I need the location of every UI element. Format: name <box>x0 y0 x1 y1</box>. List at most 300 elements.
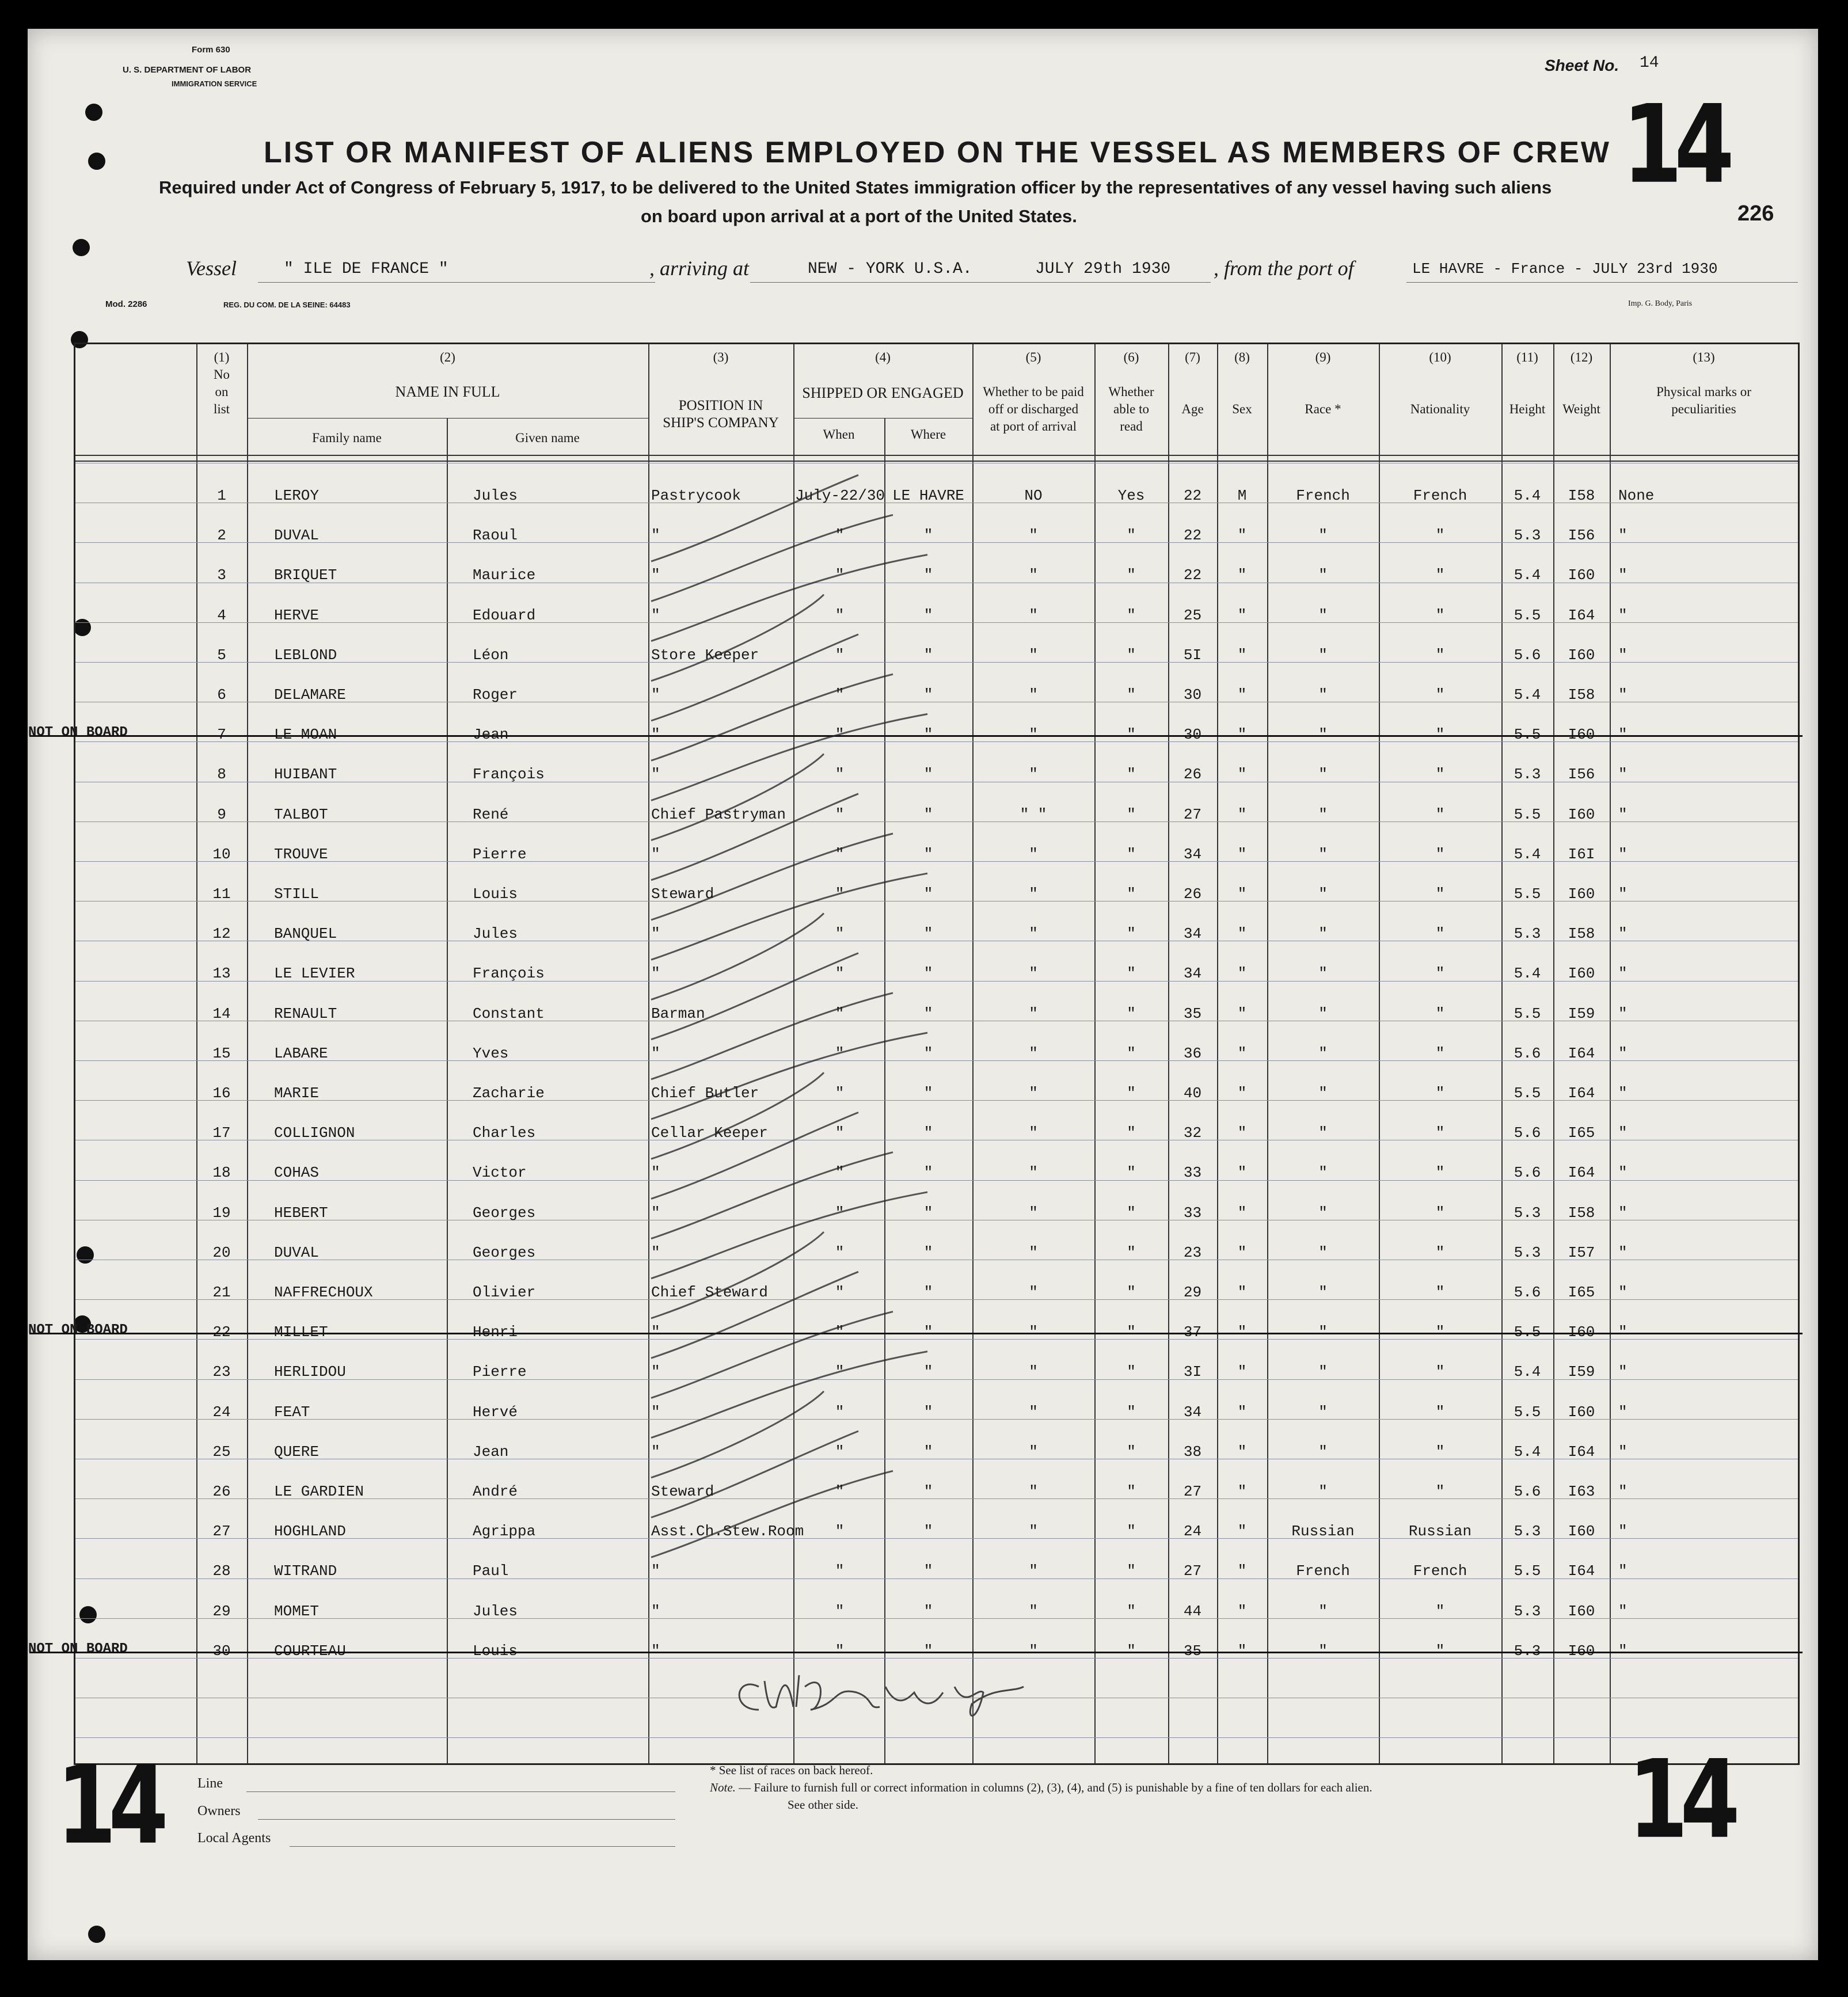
pencil-tick <box>651 1272 858 1358</box>
cell-given: Jules <box>473 925 518 943</box>
cell-sex: " <box>1237 965 1247 983</box>
cell-given: Maurice <box>473 566 536 584</box>
cell-when: " <box>835 766 845 783</box>
cell-age: 34 <box>1183 1403 1202 1421</box>
cell-when: " <box>835 1164 845 1182</box>
cell-race: " <box>1318 1363 1328 1381</box>
cell-nationality: " <box>1435 845 1445 863</box>
cell-age: 36 <box>1183 1044 1202 1062</box>
cell-weight: I60 <box>1568 805 1595 823</box>
cell-no: 6 <box>217 686 226 703</box>
owners-label: Owners <box>197 1804 241 1819</box>
cell-height: 5.4 <box>1514 845 1541 863</box>
cell-read: " <box>1127 527 1136 545</box>
cell-position: " <box>651 925 660 943</box>
cell-sex: " <box>1237 1284 1247 1301</box>
cell-nationality: " <box>1435 1443 1445 1460</box>
cell-position: Chief Steward <box>651 1284 768 1301</box>
cell-marks: " <box>1618 1363 1628 1381</box>
cell-marks: " <box>1618 885 1628 903</box>
cell-when: " <box>835 1523 845 1540</box>
cell-sex: " <box>1237 1204 1247 1222</box>
cell-where: " <box>923 646 933 664</box>
cell-given: Pierre <box>473 845 527 863</box>
cell-given: Jean <box>473 726 509 744</box>
cell-read: " <box>1127 646 1136 664</box>
cell-nationality: " <box>1435 965 1445 983</box>
cell-race: " <box>1318 1124 1328 1142</box>
family-name-header: Family name <box>312 431 382 445</box>
cell-height: 5.6 <box>1514 1483 1541 1500</box>
shipped-header: SHIPPED OR ENGAGED <box>802 385 964 401</box>
punch-hole <box>85 104 102 121</box>
cell-no: 14 <box>212 1005 231 1022</box>
cell-no: 29 <box>212 1602 231 1620</box>
cell-sex: " <box>1237 1363 1247 1381</box>
arrival-date: JULY 29th 1930 <box>1035 260 1171 278</box>
cell-marks: " <box>1618 1523 1628 1540</box>
cell-height: 5.3 <box>1514 925 1541 943</box>
cell-where: " <box>923 566 933 584</box>
cell-sex: " <box>1237 646 1247 664</box>
cell-no: 16 <box>212 1085 231 1102</box>
cell-family: LEBLOND <box>274 646 337 664</box>
cell-position: " <box>651 527 660 545</box>
cell-paid: " <box>1029 1403 1038 1421</box>
cell-read: " <box>1127 1483 1136 1500</box>
cell-given: François <box>473 965 545 983</box>
cell-no: 9 <box>217 805 226 823</box>
cell-no: 19 <box>212 1204 231 1222</box>
cell-weight: I58 <box>1568 925 1595 943</box>
cell-weight: I64 <box>1568 1164 1595 1182</box>
cell-when: " <box>835 1562 845 1580</box>
cell-weight: I58 <box>1568 487 1595 504</box>
cell-height: 5.4 <box>1514 1363 1541 1381</box>
pencil-tick <box>651 1471 893 1557</box>
cell-read: " <box>1127 1323 1136 1341</box>
cell-nationality: " <box>1435 1085 1445 1102</box>
cell-paid: " <box>1029 1124 1038 1142</box>
cell-given: Georges <box>473 1204 536 1222</box>
cell-weight: I60 <box>1568 965 1595 983</box>
cell-position: " <box>651 606 660 624</box>
cell-position: " <box>651 1642 660 1660</box>
pencil-tick <box>651 674 893 760</box>
given-name-header: Given name <box>515 431 580 445</box>
cell-nationality: Russian <box>1408 1523 1472 1540</box>
cell-when: " <box>835 1443 845 1460</box>
cell-age: 27 <box>1183 805 1202 823</box>
cell-marks: " <box>1618 1443 1628 1460</box>
cell-read: " <box>1127 726 1136 744</box>
cell-race: " <box>1318 686 1328 703</box>
col-head-8: (8) Sex <box>1232 350 1252 416</box>
cell-paid: " <box>1029 845 1038 863</box>
cell-age: 29 <box>1183 1284 1202 1301</box>
pencil-check-marks <box>75 344 1798 1763</box>
cell-when: " <box>835 1204 845 1222</box>
cell-race: " <box>1318 965 1328 983</box>
cell-where: " <box>923 606 933 624</box>
cell-race: " <box>1318 1483 1328 1500</box>
cell-where: " <box>923 1323 933 1341</box>
cell-paid: " <box>1029 1562 1038 1580</box>
cell-weight: I60 <box>1568 566 1595 584</box>
col-head-1: (1) No on list <box>213 350 230 416</box>
cell-sex: " <box>1237 1642 1247 1660</box>
cell-when: " <box>835 646 845 664</box>
cell-nationality: " <box>1435 766 1445 783</box>
cell-age: 30 <box>1183 726 1202 744</box>
cell-marks: " <box>1618 527 1628 545</box>
registry: REG. DU COM. DE LA SEINE: 64483 <box>223 300 351 309</box>
cell-where: " <box>923 1363 933 1381</box>
col-head-12: (12) Weight <box>1562 350 1600 416</box>
cell-when: " <box>835 1403 845 1421</box>
position-header: POSITION IN SHIP'S COMPANY <box>663 398 779 431</box>
cell-family: TROUVE <box>274 845 328 863</box>
cell-nationality: " <box>1435 1243 1445 1261</box>
pencil-tick <box>651 993 893 1079</box>
cell-read: Yes <box>1117 487 1145 504</box>
cell-family: HOGHLAND <box>274 1523 346 1540</box>
crew-table <box>28 343 1800 1765</box>
cell-given: Charles <box>473 1124 536 1142</box>
cell-paid: " <box>1029 1642 1038 1660</box>
cell-age: 33 <box>1183 1164 1202 1182</box>
cell-no: 18 <box>212 1164 231 1182</box>
cell-given: Olivier <box>473 1284 536 1301</box>
cell-height: 5.6 <box>1514 646 1541 664</box>
pencil-tick <box>651 1192 927 1279</box>
cell-where: " <box>923 1044 933 1062</box>
cell-weight: I65 <box>1568 1284 1595 1301</box>
cell-given: Edouard <box>473 606 536 624</box>
cell-sex: " <box>1237 925 1247 943</box>
cell-age: 22 <box>1183 487 1202 504</box>
cell-age: 37 <box>1183 1323 1202 1341</box>
cell-nationality: " <box>1435 1164 1445 1182</box>
cell-position: " <box>651 1243 660 1261</box>
cell-sex: " <box>1237 1562 1247 1580</box>
cell-family: BRIQUET <box>274 566 337 584</box>
cell-position: Barman <box>651 1005 705 1022</box>
cell-height: 5.4 <box>1514 965 1541 983</box>
cell-weight: I64 <box>1568 1562 1595 1580</box>
mod-number: Mod. 2286 <box>105 299 147 309</box>
cell-marks: " <box>1618 566 1628 584</box>
cell-sex: " <box>1237 1602 1247 1620</box>
name-in-full-header: NAME IN FULL <box>395 383 500 400</box>
cell-age: 24 <box>1183 1523 1202 1540</box>
cell-position: " <box>651 1323 660 1341</box>
cell-where: " <box>923 1204 933 1222</box>
cell-race: French <box>1296 1562 1350 1580</box>
cell-read: " <box>1127 925 1136 943</box>
cell-paid: " <box>1029 1363 1038 1381</box>
cell-where: " <box>923 1243 933 1261</box>
not-on-board-note: NOT ON BOARD <box>28 725 128 741</box>
cell-height: 5.6 <box>1514 1124 1541 1142</box>
cell-given: Hervé <box>473 1403 518 1421</box>
cell-height: 5.6 <box>1514 1044 1541 1062</box>
races-note: * See list of races on back hereof. <box>710 1763 873 1777</box>
cell-race: " <box>1318 1323 1328 1341</box>
cell-read: " <box>1127 1642 1136 1660</box>
cell-sex: " <box>1237 1403 1247 1421</box>
cell-weight: I64 <box>1568 1443 1595 1460</box>
cell-family: DUVAL <box>274 527 320 545</box>
requirement-line-1: Required under Act of Congress of February 5, 1917, to be delivered to the United States immigration officer by the representatives of any vessel having such aliens <box>159 177 1552 197</box>
cell-sex: " <box>1237 1164 1247 1182</box>
cell-race: " <box>1318 1204 1328 1222</box>
cell-when: " <box>835 1085 845 1102</box>
signature <box>724 1652 1047 1733</box>
cell-paid: " <box>1029 686 1038 703</box>
cell-no: 20 <box>212 1243 231 1261</box>
cell-position: Pastrycook <box>651 487 742 504</box>
cell-height: 5.5 <box>1514 1005 1541 1022</box>
col-head-4: (4) <box>875 350 891 364</box>
pencil-tick <box>651 515 893 601</box>
cell-marks: " <box>1618 1005 1628 1022</box>
cell-family: COURTEAU <box>274 1642 346 1660</box>
cell-marks: " <box>1618 925 1628 943</box>
cell-nationality: " <box>1435 566 1445 584</box>
cell-read: " <box>1127 606 1136 624</box>
cell-height: 5.3 <box>1514 527 1541 545</box>
cell-race: Russian <box>1291 1523 1355 1540</box>
cell-weight: I59 <box>1568 1363 1595 1381</box>
cell-paid: " <box>1029 1085 1038 1102</box>
cell-nationality: " <box>1435 1602 1445 1620</box>
sheet-stamp-top: 14 <box>1622 82 1727 208</box>
cell-read: " <box>1127 1363 1136 1381</box>
cell-when: " <box>835 606 845 624</box>
cell-family: QUERE <box>274 1443 320 1460</box>
cell-sex: " <box>1237 686 1247 703</box>
manifest-paper <box>28 29 1818 1960</box>
pencil-tick <box>651 714 927 800</box>
sheet-stamp-bottom-left: 14 <box>56 1743 161 1869</box>
cell-marks: " <box>1618 686 1628 703</box>
cell-sex: " <box>1237 1483 1247 1500</box>
cell-height: 5.6 <box>1514 1284 1541 1301</box>
cell-given: Raoul <box>473 527 518 545</box>
cell-given: Yves <box>473 1044 509 1062</box>
cell-family: DUVAL <box>274 1243 320 1261</box>
sheet-number: 14 <box>1640 54 1659 72</box>
cell-age: 38 <box>1183 1443 1202 1460</box>
cell-nationality: " <box>1435 1323 1445 1341</box>
cell-age: 32 <box>1183 1124 1202 1142</box>
cell-position: " <box>651 686 660 703</box>
cell-marks: " <box>1618 1483 1628 1500</box>
cell-nationality: French <box>1413 487 1467 504</box>
pencil-tick <box>651 1311 893 1398</box>
cell-no: 15 <box>212 1044 231 1062</box>
cell-read: " <box>1127 805 1136 823</box>
cell-family: LE LEVIER <box>274 965 355 983</box>
cell-position: Cellar Keeper <box>651 1124 768 1142</box>
cell-read: " <box>1127 1044 1136 1062</box>
col-head-6: (6) Whether able to read <box>1108 350 1154 433</box>
cell-weight: I60 <box>1568 646 1595 664</box>
cell-no: 28 <box>212 1562 231 1580</box>
cell-where: " <box>923 845 933 863</box>
cell-family: RENAULT <box>274 1005 337 1022</box>
cell-read: " <box>1127 1403 1136 1421</box>
pencil-tick <box>651 475 858 561</box>
pencil-tick <box>651 953 858 1040</box>
cell-sex: " <box>1237 1124 1247 1142</box>
cell-where: " <box>923 805 933 823</box>
cell-no: 10 <box>212 845 231 863</box>
cell-weight: I60 <box>1568 1323 1595 1341</box>
cell-where: " <box>923 527 933 545</box>
cell-race: " <box>1318 925 1328 943</box>
cell-paid: " <box>1029 1284 1038 1301</box>
cell-weight: I57 <box>1568 1243 1595 1261</box>
cell-given: Paul <box>473 1562 509 1580</box>
cell-read: " <box>1127 965 1136 983</box>
arriving-label: , arriving at <box>649 257 750 280</box>
cell-nationality: " <box>1435 1005 1445 1022</box>
cell-nationality: " <box>1435 1403 1445 1421</box>
page-number: 226 <box>1737 201 1774 226</box>
cell-no: 2 <box>217 527 226 545</box>
cell-no: 17 <box>212 1124 231 1142</box>
cell-race: " <box>1318 1044 1328 1062</box>
cell-position: " <box>651 1363 660 1381</box>
cell-marks: " <box>1618 1204 1628 1222</box>
cell-marks: " <box>1618 646 1628 664</box>
pencil-tick <box>651 1112 858 1199</box>
cell-paid: " <box>1029 726 1038 744</box>
cell-marks: " <box>1618 1642 1628 1660</box>
cell-nationality: " <box>1435 1483 1445 1500</box>
cell-nationality: " <box>1435 726 1445 744</box>
cell-race: " <box>1318 606 1328 624</box>
cell-position: " <box>651 1164 660 1182</box>
cell-height: 5.4 <box>1514 1443 1541 1460</box>
cell-paid: " <box>1029 1483 1038 1500</box>
cell-given: Georges <box>473 1243 536 1261</box>
cell-position: " <box>651 1562 660 1580</box>
cell-weight: I60 <box>1568 1403 1595 1421</box>
cell-race: " <box>1318 1284 1328 1301</box>
cell-given: Constant <box>473 1005 545 1022</box>
cell-family: FEAT <box>274 1403 310 1421</box>
cell-given: Agrippa <box>473 1523 536 1540</box>
cell-paid: " <box>1029 766 1038 783</box>
cell-given: Roger <box>473 686 518 703</box>
cell-when: " <box>835 925 845 943</box>
cell-paid: " <box>1029 1044 1038 1062</box>
cell-nationality: " <box>1435 1284 1445 1301</box>
cell-weight: I60 <box>1568 885 1595 903</box>
cell-position: " <box>651 1443 660 1460</box>
pencil-tick <box>651 555 927 641</box>
cell-where: " <box>923 1523 933 1540</box>
cell-weight: I60 <box>1568 1523 1595 1540</box>
cell-paid: " <box>1029 646 1038 664</box>
cell-when: " <box>835 1323 845 1341</box>
cell-paid: " <box>1029 527 1038 545</box>
cell-no: 11 <box>212 885 231 903</box>
pencil-tick <box>651 1431 858 1517</box>
cell-no: 24 <box>212 1403 231 1421</box>
cell-age: 34 <box>1183 965 1202 983</box>
cell-sex: " <box>1237 1523 1247 1540</box>
cell-marks: " <box>1618 766 1628 783</box>
cell-no: 7 <box>217 726 226 744</box>
cell-age: 23 <box>1183 1243 1202 1261</box>
cell-read: " <box>1127 1602 1136 1620</box>
cell-no: 12 <box>212 925 231 943</box>
cell-no: 26 <box>212 1483 231 1500</box>
cell-height: 5.5 <box>1514 1323 1541 1341</box>
cell-age: 5I <box>1183 646 1202 664</box>
cell-age: 30 <box>1183 686 1202 703</box>
cell-race: " <box>1318 1602 1328 1620</box>
cell-no: 13 <box>212 965 231 983</box>
cell-weight: I60 <box>1568 1602 1595 1620</box>
cell-position: Asst.Ch.Stew.Room <box>651 1523 804 1540</box>
cell-family: MOMET <box>274 1602 320 1620</box>
cell-family: STILL <box>274 885 320 903</box>
col-head-10: (10) Nationality <box>1410 350 1470 416</box>
cell-nationality: " <box>1435 1363 1445 1381</box>
cell-read: " <box>1127 1204 1136 1222</box>
cell-no: 27 <box>212 1523 231 1540</box>
line-label: Line <box>197 1776 223 1791</box>
cell-position: Steward <box>651 885 714 903</box>
cell-age: 35 <box>1183 1642 1202 1660</box>
cell-marks: " <box>1618 1044 1628 1062</box>
punch-hole <box>88 153 105 170</box>
cell-marks: " <box>1618 805 1628 823</box>
cell-given: André <box>473 1483 518 1500</box>
pencil-tick <box>651 1391 824 1478</box>
cell-paid: " <box>1029 1204 1038 1222</box>
col-head-9: (9) Race * <box>1305 350 1341 416</box>
cell-where: " <box>923 1005 933 1022</box>
cell-no: 4 <box>217 606 226 624</box>
cell-when: July-22/30 <box>795 487 885 504</box>
cell-nationality: " <box>1435 606 1445 624</box>
cell-no: 25 <box>212 1443 231 1460</box>
cell-paid: " <box>1029 1602 1038 1620</box>
vessel-name: " ILE DE FRANCE " <box>284 260 448 278</box>
cell-given: François <box>473 766 545 783</box>
pencil-tick <box>651 1352 927 1438</box>
cell-race: " <box>1318 766 1328 783</box>
cell-when: " <box>835 1124 845 1142</box>
cell-sex: " <box>1237 1443 1247 1460</box>
cell-weight: I65 <box>1568 1124 1595 1142</box>
printer: Imp. G. Body, Paris <box>1628 299 1693 308</box>
cell-weight: I64 <box>1568 1044 1595 1062</box>
cell-age: 40 <box>1183 1085 1202 1102</box>
cell-position: Store Keeper <box>651 646 759 664</box>
cell-height: 5.5 <box>1514 1562 1541 1580</box>
cell-nationality: " <box>1435 805 1445 823</box>
cell-where: " <box>923 1403 933 1421</box>
cell-where: " <box>923 1164 933 1182</box>
cell-no: 1 <box>217 487 226 504</box>
